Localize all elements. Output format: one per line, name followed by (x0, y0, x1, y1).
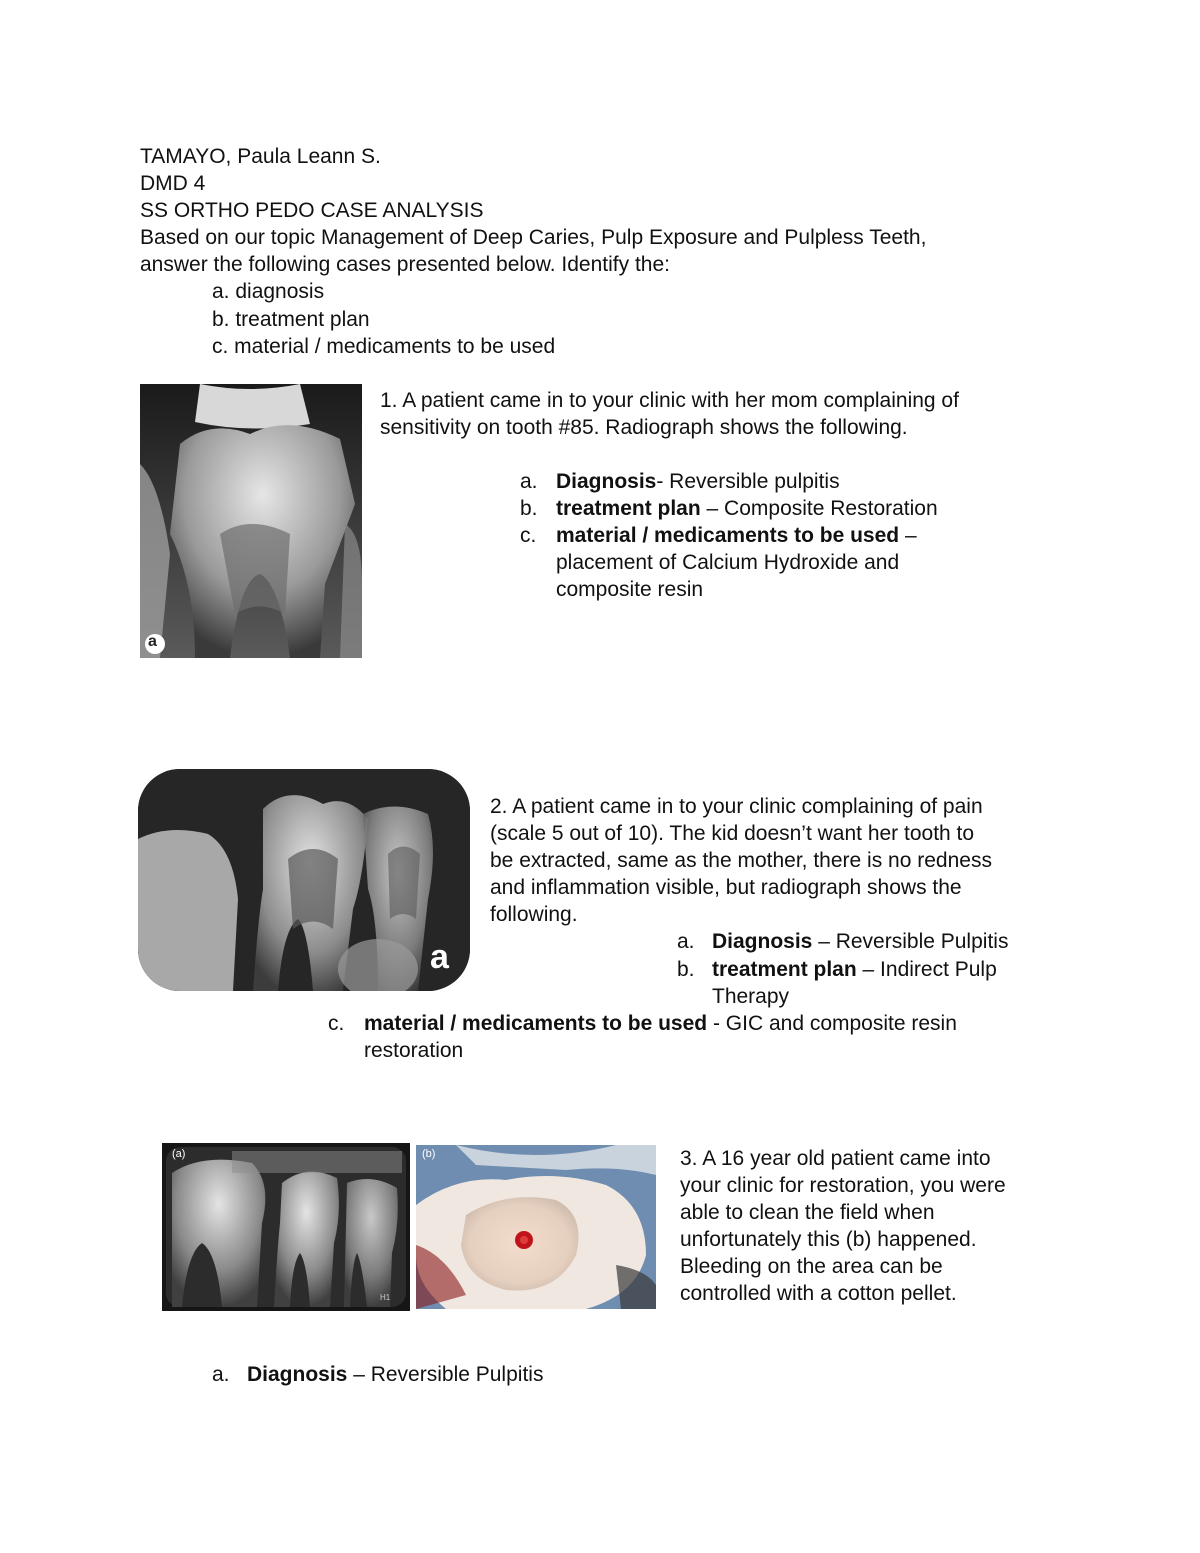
case2-question-line-3: be extracted, same as the mother, there is no redness (490, 849, 992, 872)
case3-clinical-photo (416, 1145, 656, 1309)
case2-question-line-5: following. (490, 903, 578, 926)
case1-radiograph (140, 384, 362, 658)
case3-answer-a (247, 1361, 543, 1388)
case2-answer-a (712, 928, 1008, 955)
case2-answer-a-label: Diagnosis (712, 930, 813, 953)
case1-answer-c-marker: c. (520, 524, 537, 547)
case1-answer-c-label: material / medicaments to be used (556, 524, 900, 547)
case3-question-line-2: your clinic for restoration, you were (680, 1174, 1006, 1197)
case1-answer-b (556, 495, 938, 522)
intro-item-material: c. material / medicaments to be used (212, 335, 556, 358)
case3-image-label-a: (a) (172, 1148, 186, 1160)
case1-answer-b-text: – Composite Restoration (700, 497, 938, 520)
case3-image-label-h: H1 (380, 1293, 391, 1302)
case2-answer-b-label: treatment plan (712, 958, 857, 981)
case3-question-line-6: controlled with a cotton pellet. (680, 1282, 957, 1305)
case3-radiograph (162, 1143, 410, 1311)
case1-answer-c-cont-1: placement of Calcium Hydroxide and (556, 551, 900, 574)
case2-answer-c (364, 1010, 957, 1037)
case3-answer-a-text: – Reversible Pulpitis (347, 1363, 544, 1386)
case1-answer-c-text: – (899, 524, 917, 547)
case1-answer-a-marker: a. (520, 470, 538, 493)
case3-images (162, 1143, 662, 1311)
intro-line-2: answer the following cases presented below. Identify the: (140, 253, 670, 276)
case2-radiograph (138, 769, 470, 991)
case1-answer-a (556, 468, 840, 495)
intro-item-treatment: b. treatment plan (212, 308, 370, 331)
case3-image-label-b: (b) (422, 1148, 436, 1160)
intro-item-diagnosis: a. diagnosis (212, 280, 325, 303)
case2-question-line-1: 2. A patient came in to your clinic complaining of pain (490, 795, 983, 818)
case3-question-line-1: 3. A 16 year old patient came into (680, 1147, 991, 1170)
case1-answer-a-label: Diagnosis (556, 470, 657, 493)
case1-answer-c (556, 522, 917, 549)
case2-answer-c-label: material / medicaments to be used (364, 1012, 708, 1035)
case2-answer-c-text: - GIC and composite resin (707, 1012, 957, 1035)
case1-answer-c-cont-2: composite resin (556, 578, 704, 601)
case1-question-line-2: sensitivity on tooth #85. Radiograph shows the following. (380, 416, 908, 439)
case2-answer-b-marker: b. (677, 958, 695, 981)
case2-answer-a-marker: a. (677, 930, 695, 953)
class-label: DMD 4 (140, 172, 206, 195)
case2-answer-b (712, 956, 997, 983)
case1-image-label: a (148, 633, 157, 650)
intro-line-1: Based on our topic Management of Deep Caries, Pulp Exposure and Pulpless Teeth, (140, 226, 927, 249)
case2-image-label: a (430, 938, 449, 976)
case2-question-line-4: and inflammation visible, but radiograph shows the (490, 876, 962, 899)
case2-answer-b-cont: Therapy (712, 985, 790, 1008)
case3-question-line-3: able to clean the field when (680, 1201, 935, 1224)
student-name: TAMAYO, Paula Leann S. (140, 145, 381, 168)
case1-answer-b-label: treatment plan (556, 497, 701, 520)
case2-answer-b-text: – Indirect Pulp (856, 958, 997, 981)
case2-answer-a-text: – Reversible Pulpitis (812, 930, 1009, 953)
case2-question-line-2: (scale 5 out of 10). The kid doesn’t want her tooth to (490, 822, 975, 845)
document-title: SS ORTHO PEDO CASE ANALYSIS (140, 199, 484, 222)
case3-question-line-5: Bleeding on the area can be (680, 1255, 943, 1278)
case1-answer-b-marker: b. (520, 497, 538, 520)
case2-answer-c-cont: restoration (364, 1039, 464, 1062)
case2-answer-c-marker: c. (328, 1012, 345, 1035)
case3-answer-a-marker: a. (212, 1363, 230, 1386)
case1-question-line-1: 1. A patient came in to your clinic with her mom complaining of (380, 389, 959, 412)
case1-answer-a-text: - Reversible pulpitis (656, 470, 840, 493)
case3-answer-a-label: Diagnosis (247, 1363, 348, 1386)
case3-question-line-4: unfortunately this (b) happened. (680, 1228, 977, 1251)
